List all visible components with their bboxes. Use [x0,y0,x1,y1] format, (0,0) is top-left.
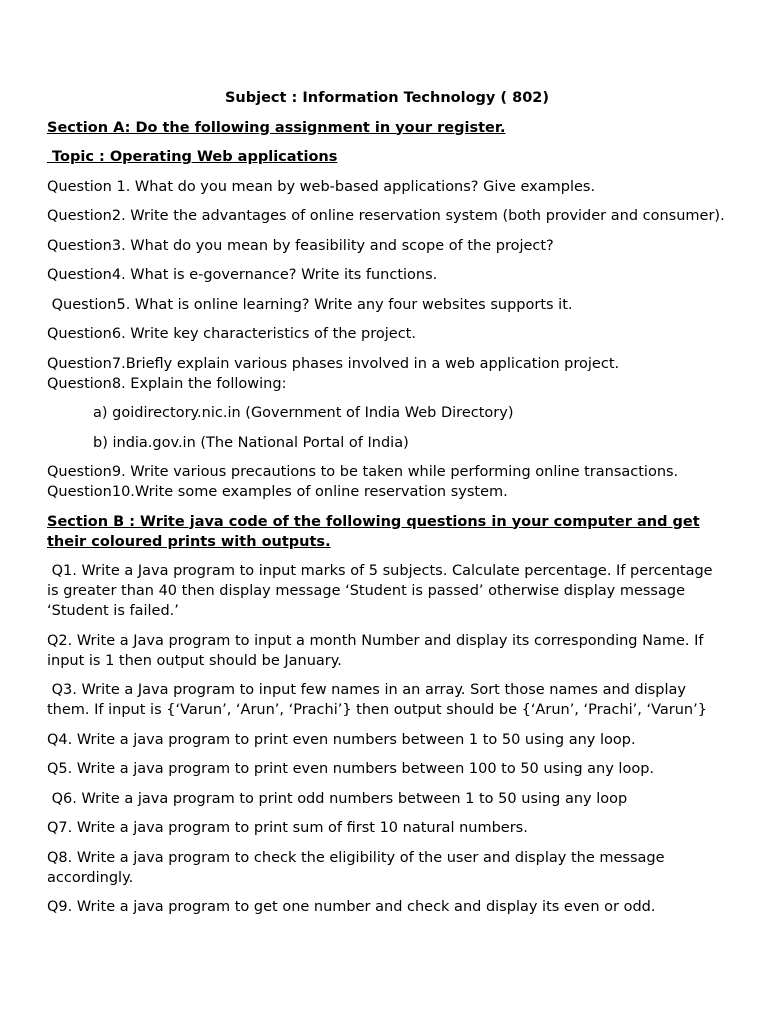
question-3: Question3. What do you mean by feasibility and scope of the project? [47,237,554,254]
question-6: Question6. Write key characteristics of the project. [47,326,416,342]
question-9: Question9. Write various precautions to be taken while performing online transactions. [47,464,679,480]
question-1: Question 1. What do you mean by web-based applications? Give examples. [47,178,596,195]
section-b-heading: Section B : Write java code of the following questions in your computer and get their coloured prints with outputs. [47,513,700,550]
java-question-5: Q5. Write a java program to print even numbers between 100 to 50 using any loop. [47,761,655,777]
java-question-7: Q7. Write a java program to print sum of first 10 natural numbers. [47,820,528,836]
java-question-8: Q8. Write a java program to check the eligibility of the user and display the message accordingly. [47,849,665,886]
java-question-3: Q3. Write a Java program to input few names in an array. Sort those names and display them. If input is {‘Varun’, ‘Arun’, ‘Prachi’} then output should be {‘Arun’, ‘Prachi’, ‘Varun’} [47,682,707,718]
java-question-1: Q1. Write a Java program to input marks of 5 subjects. Calculate percentage. If percentage is greater than 40 then display message ‘Student is passed’ otherwise display message ‘Student is failed.’ [47,563,718,619]
question-4: Question4. What is e-governance? Write its functions. [47,267,438,283]
java-question-9: Q9. Write a java program to get one number and check and display its even or odd. [47,899,656,915]
sub-item-a: a) goidirectory.nic.in (Government of India Web Directory) [93,405,514,421]
document-page [47,88,727,927]
java-question-4: Q4. Write a java program to print even numbers between 1 to 50 using any loop. [47,731,636,748]
question-8: Question8. Explain the following: [47,375,287,392]
java-question-2: Q2. Write a Java program to input a month Number and display its corresponding Name. If input is 1 then output should be January. [47,632,704,669]
question-10: Question10.Write some examples of online reservation system. [47,484,508,500]
java-question-6: Q6. Write a java program to print odd numbers between 1 to 50 using any loop [47,790,628,807]
sub-item-b: b) india.gov.in (The National Portal of India) [93,434,409,451]
question-5: Question5. What is online learning? Write any four websites supports it. [47,296,573,313]
question-2: Question2. Write the advantages of online reservation system (both provider and consumer). [47,208,725,224]
document-title: Subject : Information Technology ( 802) [224,90,550,106]
section-a-heading: Section A: Do the following assignment in your register. [47,119,506,136]
question-7: Question7.Briefly explain various phases involved in a web application project. [47,355,620,372]
topic-heading: Topic : Operating Web applications [47,149,338,165]
